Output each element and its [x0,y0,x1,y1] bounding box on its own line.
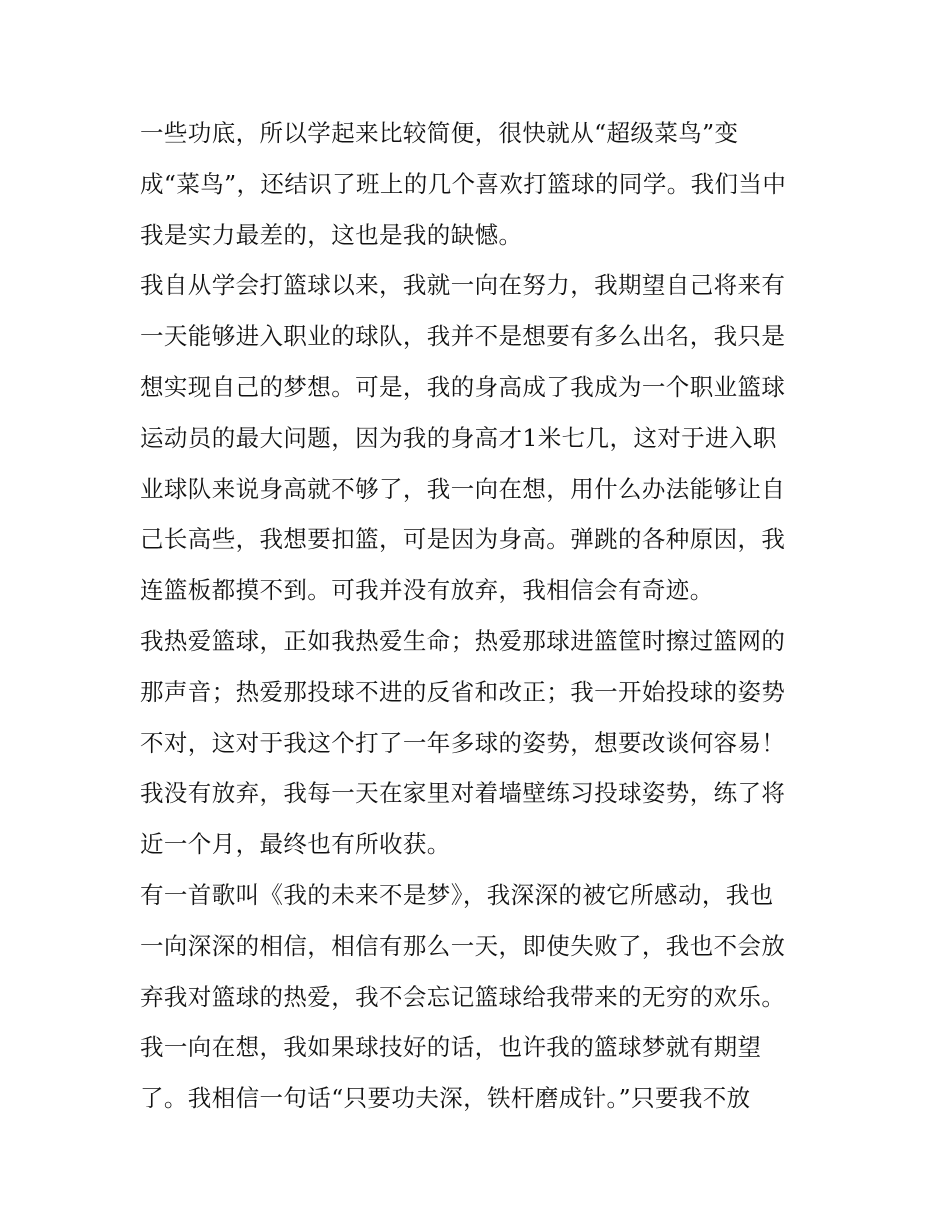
text-line: 想实现自己的梦想。可是，我的身高成了我成为一个职业篮球 [140,372,786,401]
text-line: 一些功底，所以学起来比较简便，很快就从“超级菜鸟”变 [140,119,739,147]
text-line: 运动员的最大问题，因为我的身高才1米七几，这对于进入职 [140,423,777,452]
text-line: 近一个月，最终也有所收获。 [140,830,451,859]
text-line: 我是实力最差的，这也是我的缺憾。 [140,220,523,249]
text-line: 弃我对篮球的热爱，我不会忘记篮球给我带来的无穷的欢乐。 [140,982,786,1011]
text-line: 业球队来说身高就不够了，我一向在想，用什么办法能够让自 [140,474,786,503]
text-line: 我没有放弃，我每一天在家里对着墙壁练习投球姿势，练了将 [140,779,786,808]
text-line: 连篮板都摸不到。可我并没有放弃，我相信会有奇迹。 [140,576,714,605]
text-line: 我热爱篮球，正如我热爱生命；热爱那球进篮筐时擦过篮网的 [140,626,786,655]
text-line: 我自从学会打篮球以来，我就一向在努力，我期望自己将来有 [140,271,786,300]
text-line: 那声音；热爱那投球不进的反省和改正；我一开始投球的姿势 [140,677,786,706]
text-line: 己长高些，我想要扣篮，可是因为身高。弹跳的各种原因，我 [140,525,786,554]
text-line: 有一首歌叫《我的未来不是梦》，我深深的被它所感动，我也 [140,880,774,909]
text-line: 了。我相信一句话“只要功夫深，铁杆磨成针。”只要我不放 [140,1084,751,1113]
body-text [140,108,820,1124]
text-line: 一天能够进入职业的球队，我并不是想要有多么出名，我只是 [140,322,786,351]
text-line: 成“菜鸟”，还结识了班上的几个喜欢打篮球的同学。我们当中 [140,169,787,198]
text-line: 我一向在想，我如果球技好的话，也许我的篮球梦就有期望 [140,1033,762,1062]
text-line: 一向深深的相信，相信有那么一天，即使失败了，我也不会放 [140,931,786,960]
text-line: 不对，这对于我这个打了一年多球的姿势，想要改谈何容易！ [140,728,786,757]
